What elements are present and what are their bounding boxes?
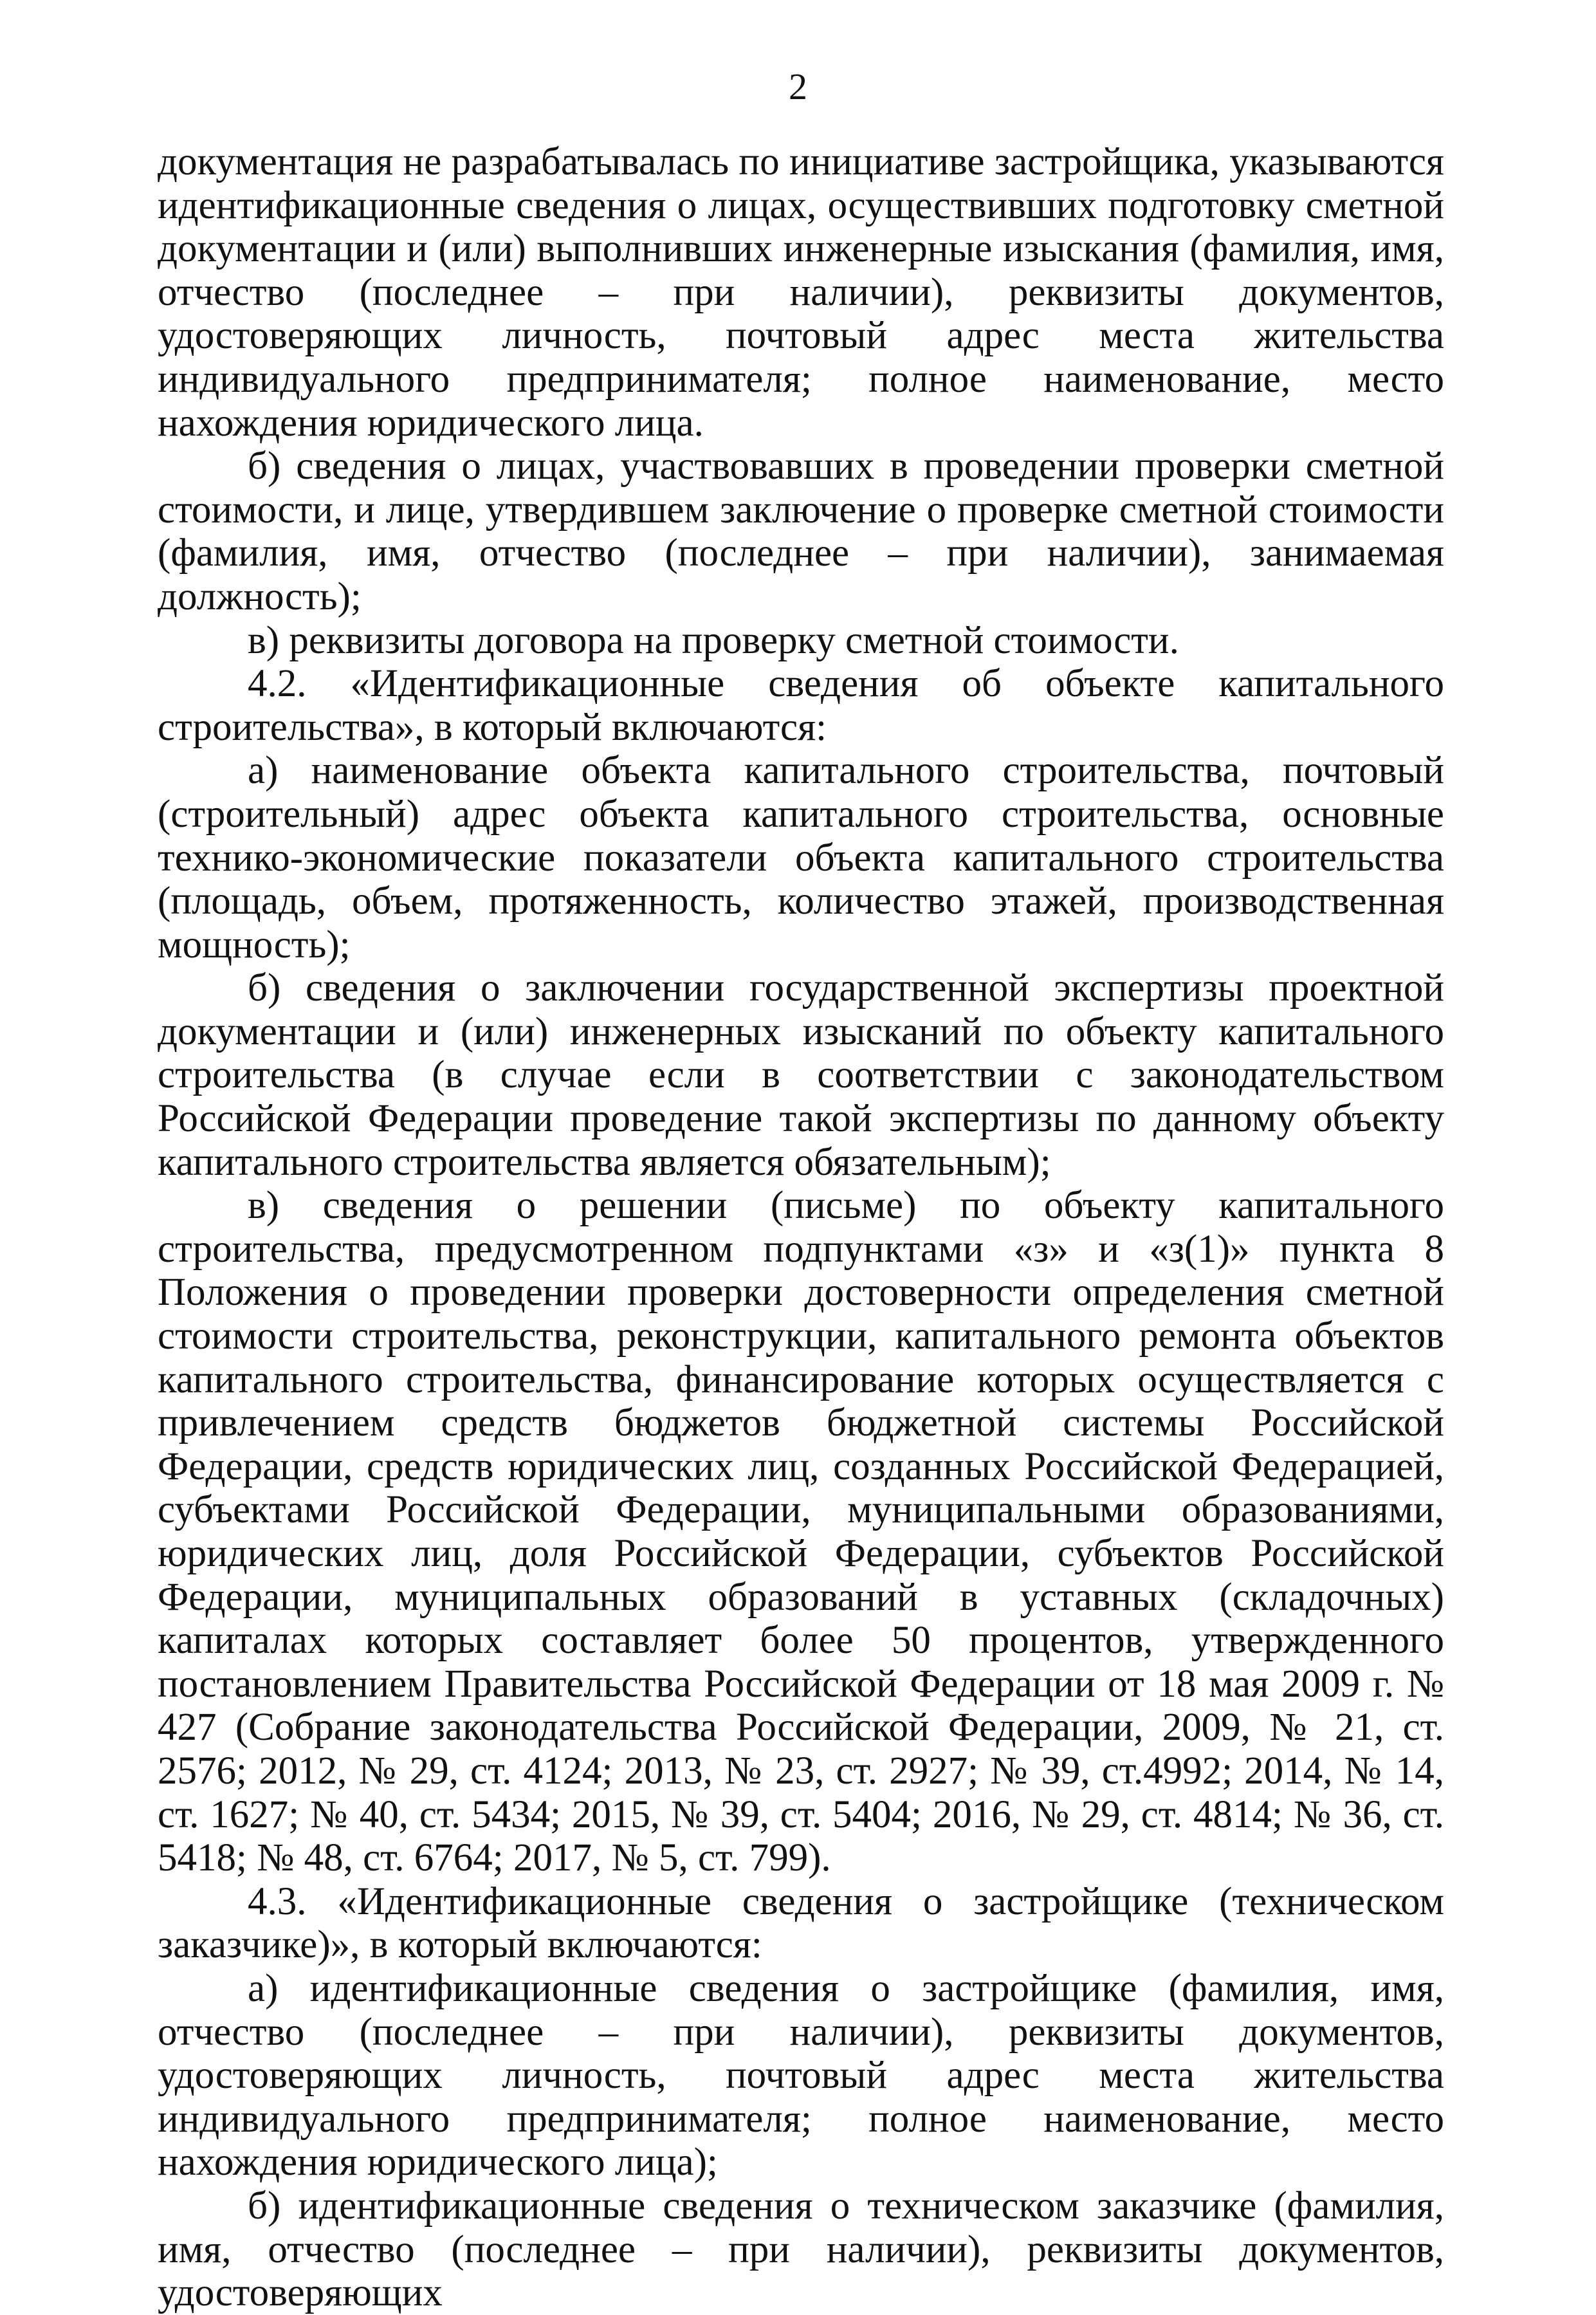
paragraph-item-b-expertise: б) сведения о заключении государственной экспертизы проектной документации и (или) инженерных изысканий по объекту капитального строительства (в случае если в соответствии с законодательством Российской Федерации проведение такой экспертизы по данному объекту капитального строительства является обязательным); (158, 966, 1444, 1184)
paragraph-item-a-object-name: а) наименование объекта капитального строительства, почтовый (строительный) адрес объекта капитального строительства, основные технико-экономические показатели объекта капитального строительства (площадь, объем, протяженность, количество этажей, производственная мощность); (158, 749, 1444, 966)
paragraph-item-b-technical-customer: б) идентификационные сведения о техническом заказчике (фамилия, имя, отчество (последнее – при наличии), реквизиты документов, удостоверяющих (158, 2184, 1444, 2315)
paragraph-section-4-2: 4.2. «Идентификационные сведения об объекте капитального строительства», в который включаются: (158, 662, 1444, 749)
document-body (158, 140, 1444, 2315)
paragraph-item-v-decision: в) сведения о решении (письме) по объекту капитального строительства, предусмотренном подпунктами «з» и «з(1)» пункта 8 Положения о проведении проверки достоверности определения сметной стоимости строительства, реконструкции, капитального ремонта объектов капитального строительства, финансирование которых осуществляется с привлечением средств бюджетов бюджетной системы Российской Федерации, средств юридических лиц, созданных Российской Федерацией, субъектами Российской Федерации, муниципальными образованиями, юридических лиц, доля Российской Федерации, субъектов Российской Федерации, муниципальных образований в уставных (складочных) капиталах которых составляет более 50 процентов, утвержденного постановлением Правительства Российской Федерации от 18 мая 2009 г. № 427 (Собрание законодательства Российской Федерации, 2009, № 21, ст. 2576; 2012, № 29, ст. 4124; 2013, № 23, ст. 2927; № 39, ст.4992; 2014, № 14, ст. 1627; № 40, ст. 5434; 2015, № 39, ст. 5404; 2016, № 29, ст. 4814; № 36, ст. 5418; № 48, ст. 6764; 2017, № 5, ст. 799). (158, 1184, 1444, 1880)
paragraph-item-b-reviewers: б) сведения о лицах, участвовавших в проведении проверки сметной стоимости, и лице, утвердившем заключение о проверке сметной стоимости (фамилия, имя, отчество (последнее – при наличии), занимаемая должность); (158, 445, 1444, 618)
paragraph-item-a-developer: а) идентификационные сведения о застройщике (фамилия, имя, отчество (последнее – при наличии), реквизиты документов, удостоверяющих личность, почтовый адрес места жительства индивидуального предпринимателя; полное наименование, место нахождения юридического лица); (158, 1966, 1444, 2184)
paragraph-item-v-contract: в) реквизиты договора на проверку сметной стоимости. (248, 618, 1179, 662)
paragraph-continuation: документация не разрабатывалась по инициативе застройщика, указываются идентификационные сведения о лицах, осуществивших подготовку сметной документации и (или) выполнивших инженерные изыскания (фамилия, имя, отчество (последнее – при наличии), реквизиты документов, удостоверяющих личность, почтовый адрес места жительства индивидуального предпринимателя; полное наименование, место нахождения юридического лица. (158, 140, 1444, 445)
paragraph-section-4-3: 4.3. «Идентификационные сведения о застройщике (техническом заказчике)», в который включаются: (158, 1879, 1444, 1967)
page-number: 2 (789, 66, 807, 107)
